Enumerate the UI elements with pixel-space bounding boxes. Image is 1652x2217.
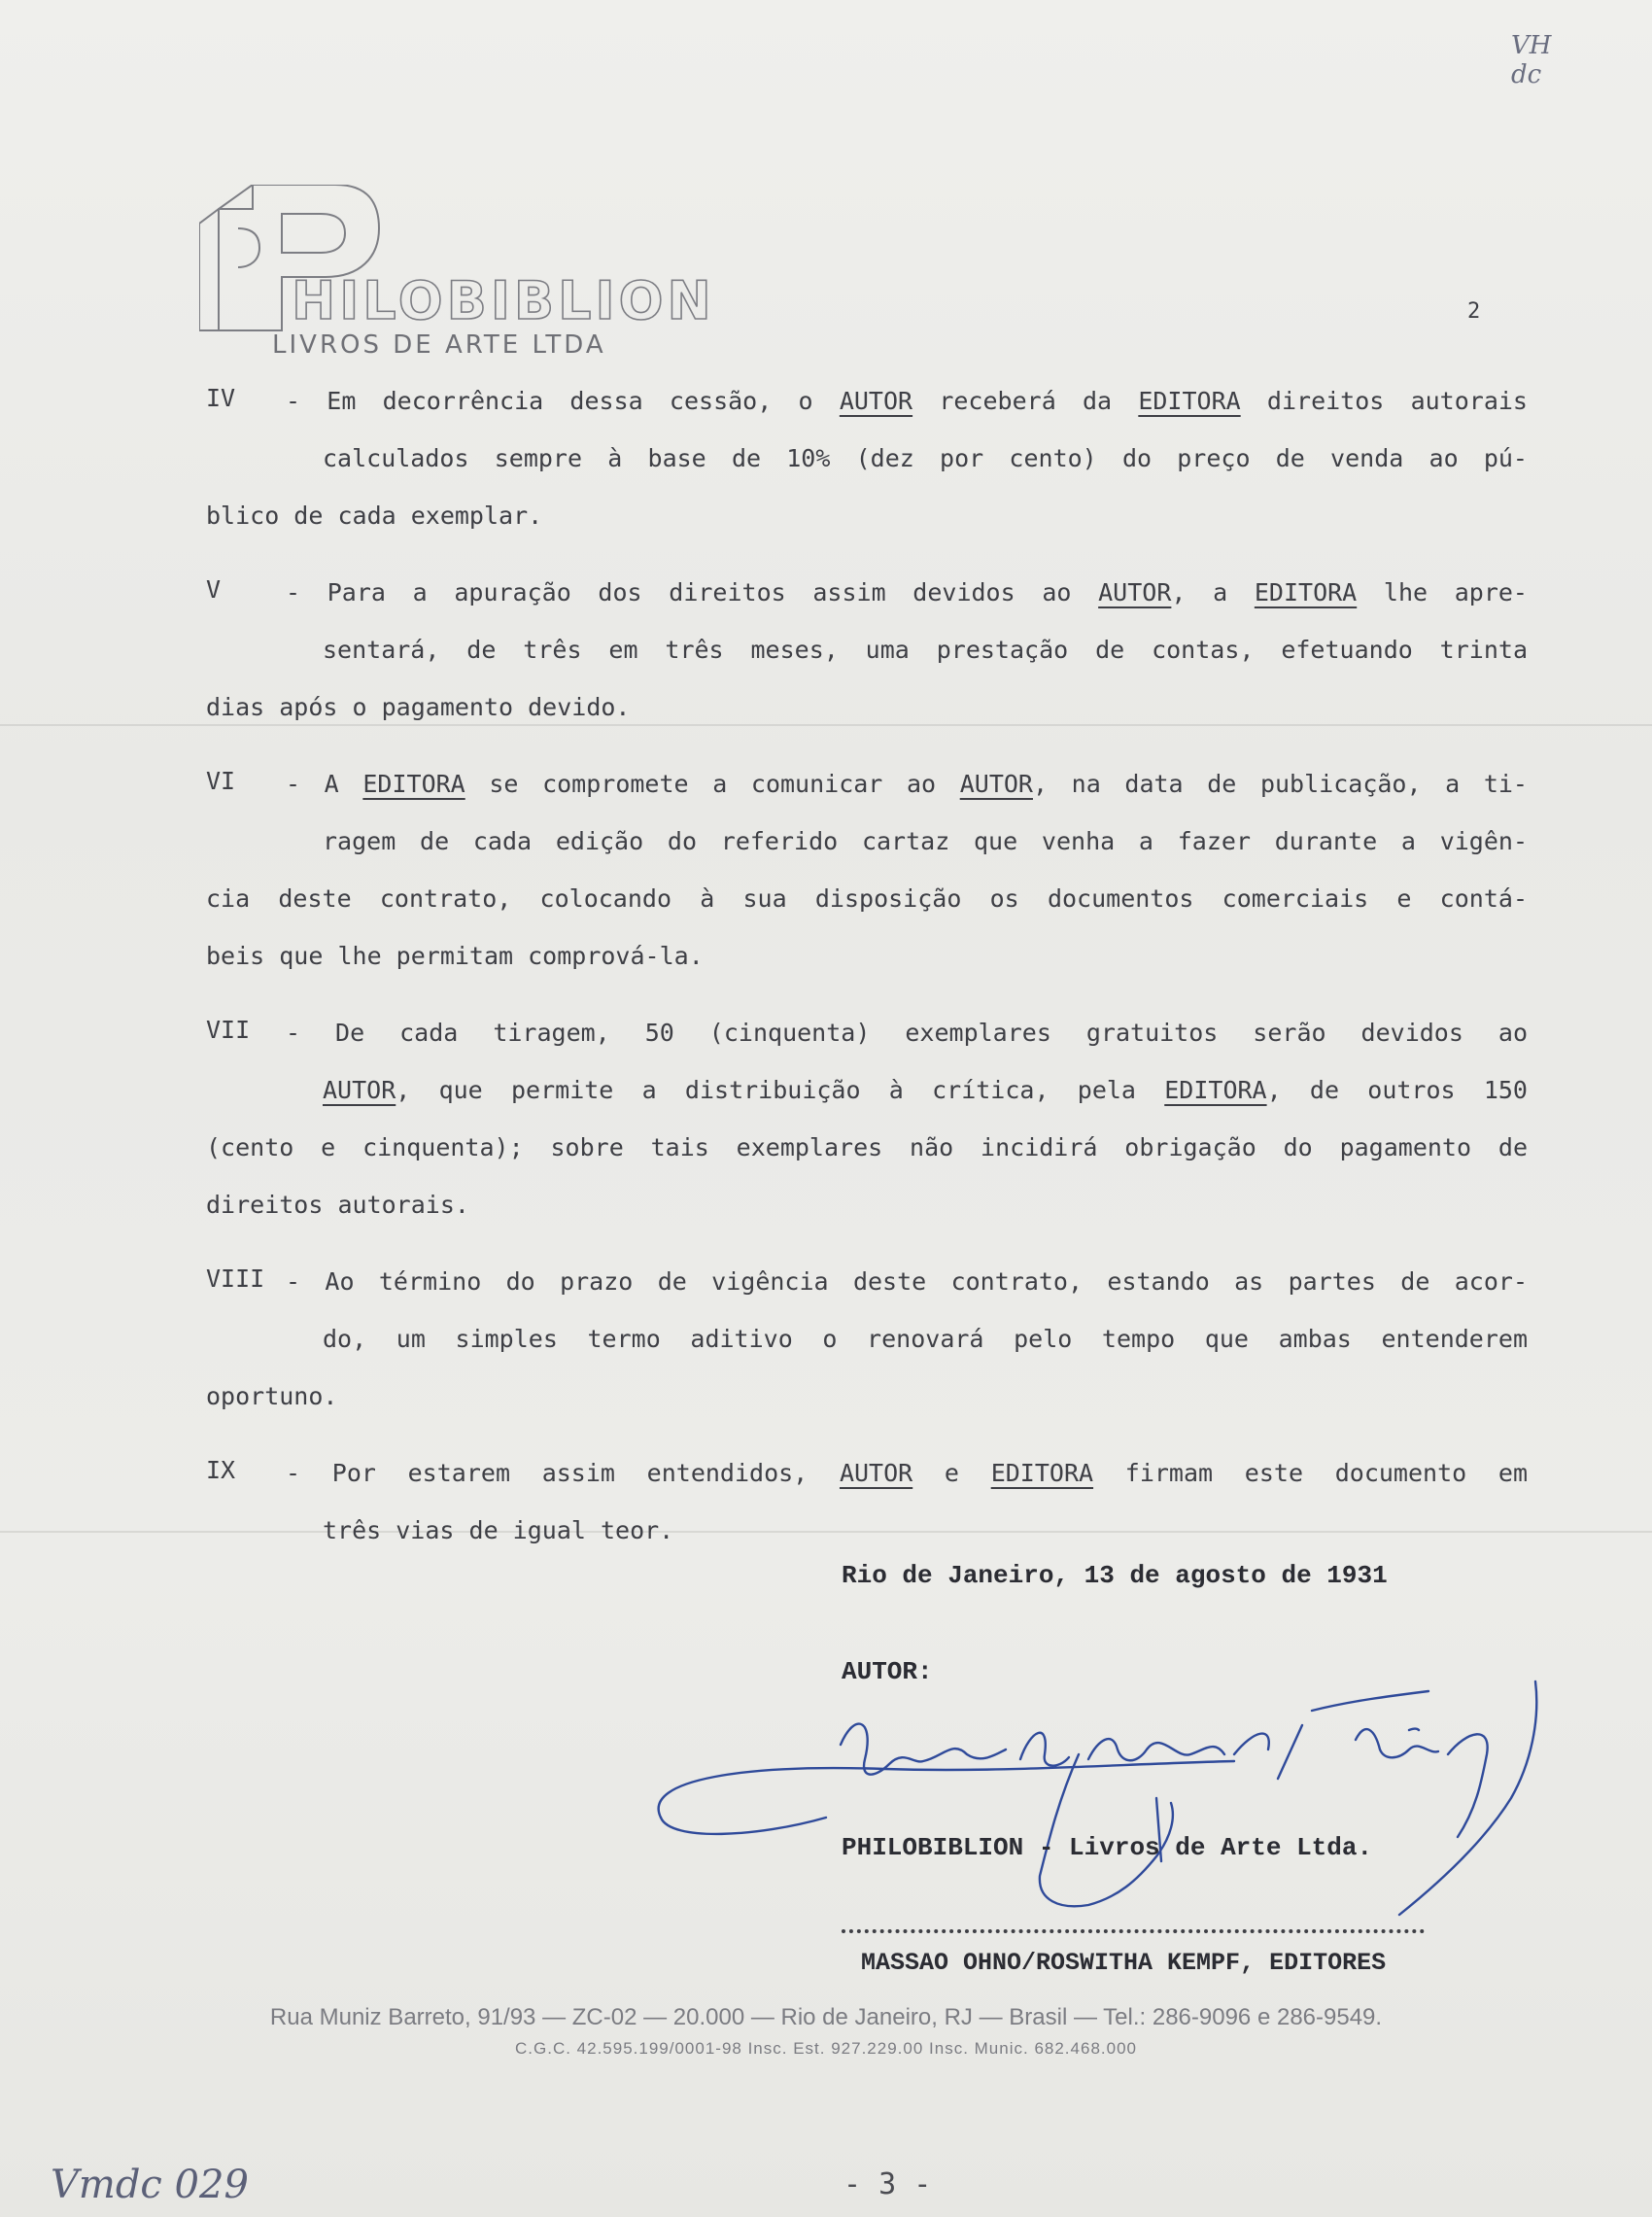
- party-name: AUTOR: [959, 770, 1033, 798]
- clause-line: - Para a apuração dos direitos assim devidos ao AUTOR, a EDITORA lhe apre-: [286, 578, 1528, 606]
- party-name: EDITORA: [362, 770, 465, 798]
- clause-line: beis que lhe permitam comprová-la.: [206, 942, 704, 970]
- clause-line: calculados sempre à base de 10% (dez por cento) do preço de venda ao pú-: [323, 444, 1528, 472]
- clause-line: direitos autorais.: [206, 1191, 469, 1219]
- clause-number: V: [206, 575, 222, 604]
- letterhead-company-name: HILOBIBLION: [292, 270, 715, 331]
- handwritten-signature: [632, 1672, 1565, 1963]
- signing-date: Rio de Janeiro, 13 de agosto de 1931: [842, 1561, 1388, 1590]
- clause-line: AUTOR, que permite a distribuição à crítica, pela EDITORA, de outros 150: [323, 1076, 1528, 1104]
- signature-rule: [842, 1929, 1425, 1933]
- party-name: EDITORA: [1138, 387, 1241, 415]
- clause-line: dias após o pagamento devido.: [206, 693, 631, 721]
- archive-code: Vmdc 029: [51, 2163, 249, 2207]
- clause-line: do, um simples termo aditivo o renovará pelo tempo que ambas entenderem: [323, 1325, 1528, 1353]
- clause-iv: [206, 384, 1528, 556]
- clause-line: três vias de igual teor.: [323, 1516, 674, 1544]
- clause-vii: [206, 1016, 1528, 1245]
- clause-number: VIII: [206, 1264, 265, 1293]
- margin-note-line: dc: [1511, 60, 1542, 89]
- margin-note-line: VH: [1511, 31, 1552, 60]
- footer-address: Rua Muniz Barreto, 91/93 — ZC-02 — 20.000 — Rio de Janeiro, RJ — Brasil — Tel.: 286-9096 e 286-9549.: [269, 2004, 1383, 2030]
- party-name: AUTOR: [1098, 578, 1172, 606]
- clause-line: cia deste contrato, colocando à sua disposição os documentos comerciais e contá-: [206, 884, 1528, 913]
- party-name: EDITORA: [990, 1459, 1094, 1487]
- contract-clauses: [206, 384, 1528, 1590]
- clause-v: [206, 575, 1528, 747]
- clause-line: oportuno.: [206, 1382, 338, 1410]
- clause-line: ragem de cada edição do referido cartaz que venha a fazer durante a vigên-: [323, 827, 1528, 855]
- autor-label: AUTOR:: [842, 1657, 933, 1686]
- clause-number: IX: [206, 1456, 236, 1484]
- party-name: AUTOR: [839, 387, 913, 415]
- page-number: 2: [1467, 299, 1481, 324]
- party-name: EDITORA: [1164, 1076, 1267, 1104]
- party-name: AUTOR: [323, 1076, 396, 1104]
- company-signature-line: PHILOBIBLION - Livros de Arte Ltda.: [842, 1833, 1373, 1862]
- editors-names: MASSAO OHNO/ROSWITHA KEMPF, EDITORES: [861, 1949, 1387, 1977]
- clause-line: - Ao término do prazo de vigência deste contrato, estando as partes de acor-: [286, 1267, 1528, 1296]
- clause-line: - De cada tiragem, 50 (cinquenta) exemplares gratuitos serão devidos ao: [286, 1019, 1528, 1047]
- letterhead-logo: [199, 185, 715, 369]
- clause-vi: [206, 767, 1528, 996]
- bottom-page-number: - 3 -: [843, 2167, 932, 2201]
- clause-line: sentará, de três em três meses, uma prestação de contas, efetuando trinta: [323, 636, 1528, 664]
- clause-line: blico de cada exemplar.: [206, 502, 543, 530]
- letterhead-subtitle: LIVROS DE ARTE LTDA: [272, 330, 606, 360]
- clause-line: - A EDITORA se compromete a comunicar ao AUTOR, na data de publicação, a ti-: [286, 770, 1528, 798]
- clause-number: VI: [206, 767, 236, 795]
- clause-viii: [206, 1264, 1528, 1437]
- clause-number: VII: [206, 1016, 251, 1044]
- clause-line: - Em decorrência dessa cessão, o AUTOR receberá da EDITORA direitos autorais: [286, 387, 1528, 415]
- clause-line: (cento e cinquenta); sobre tais exemplares não incidirá obrigação do pagamento de: [206, 1133, 1528, 1161]
- clause-ix: [206, 1456, 1528, 1571]
- party-name: EDITORA: [1254, 578, 1358, 606]
- footer-registration: C.G.C. 42.595.199/0001-98 Insc. Est. 927.229.00 Insc. Munic. 682.468.000: [515, 2039, 1137, 2058]
- party-name: AUTOR: [839, 1459, 913, 1487]
- margin-note: [1511, 31, 1551, 89]
- clause-number: IV: [206, 384, 236, 412]
- clause-line: - Por estarem assim entendidos, AUTOR e EDITORA firmam este documento em: [286, 1459, 1528, 1487]
